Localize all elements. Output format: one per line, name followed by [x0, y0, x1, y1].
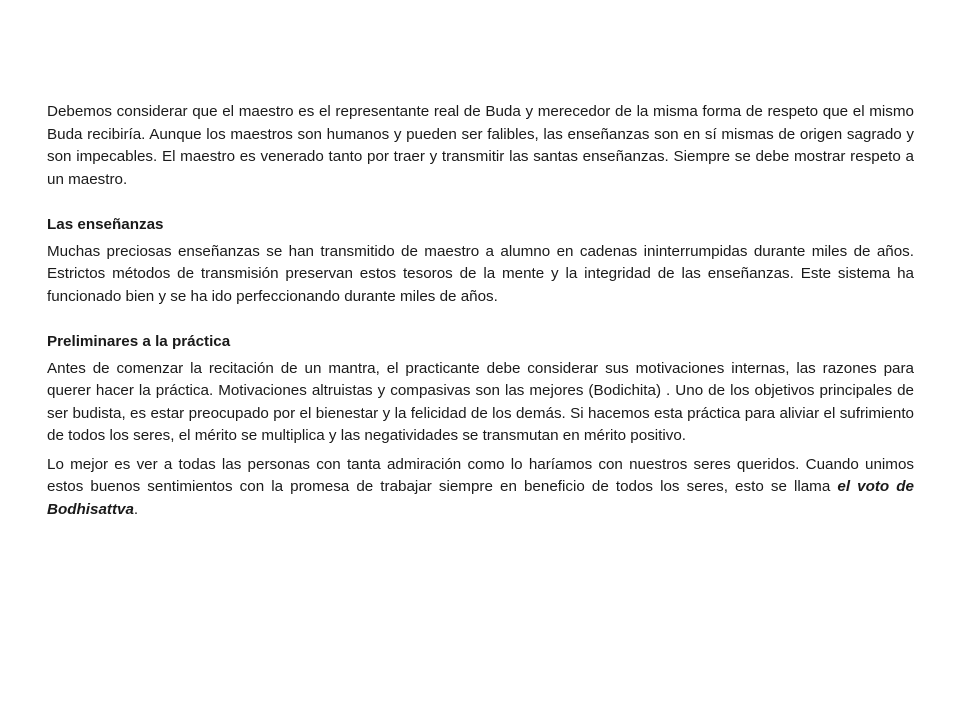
intro-paragraph: Debemos considerar que el maestro es el representante real de Buda y merecedor de la misma forma de respeto que el mismo Buda recibiría. Aunque los maestros son humanos y pueden ser falibles, las enseñanzas son en sí mismas de origen sagrado y son impecables. El maestro es venerado tanto por traer y transmitir las santas enseñanzas. Siempre se debe mostrar respeto a un maestro. [47, 103, 914, 188]
preliminaries-paragraph-2 [47, 454, 914, 522]
bodhisattva-vow-emphasis: el voto de Bodhisattva [47, 478, 915, 518]
preliminaries-paragraph-1: Antes de comenzar la recitación de un mantra, el practicante debe considerar sus motivaciones internas, las razones para querer hacer la práctica. Motivaciones altruistas y compasivas son las mejores (Bodichita) . Uno de los objetivos principales de ser budista, es estar preocupado por el bienestar y la felicidad de los demás. Si hacemos esta práctica para aliviar el sufrimiento de todos los seres, el mérito se multiplica y las negatividades se transmutan en mérito positivo. [47, 359, 914, 444]
document-body [47, 101, 914, 521]
spacer [47, 191, 914, 214]
spacer [47, 308, 914, 331]
teachings-paragraph: Muchas preciosas enseñanzas se han transmitido de maestro a alumno en cadenas ininterrumpidas durante miles de años. Estrictos métodos de transmisión preservan estos tesoros de la mente y la integridad de las enseñanzas. Este sistema ha funcionado bien y se ha ido perfeccionando durante miles de años. [47, 242, 914, 305]
paragraph-2-end: . [133, 500, 139, 518]
paragraph-2-lead: Lo mejor es ver a todas las personas con tanta admiración como lo haríamos con nuestros seres queridos. Cuando unimos estos buenos sentimientos con la promesa de trabajar siempre en beneficio de todos los seres, esto se llama [47, 455, 914, 495]
preliminaries-heading: Preliminares a la práctica [47, 333, 231, 350]
teachings-heading: Las enseñanzas [47, 216, 164, 233]
